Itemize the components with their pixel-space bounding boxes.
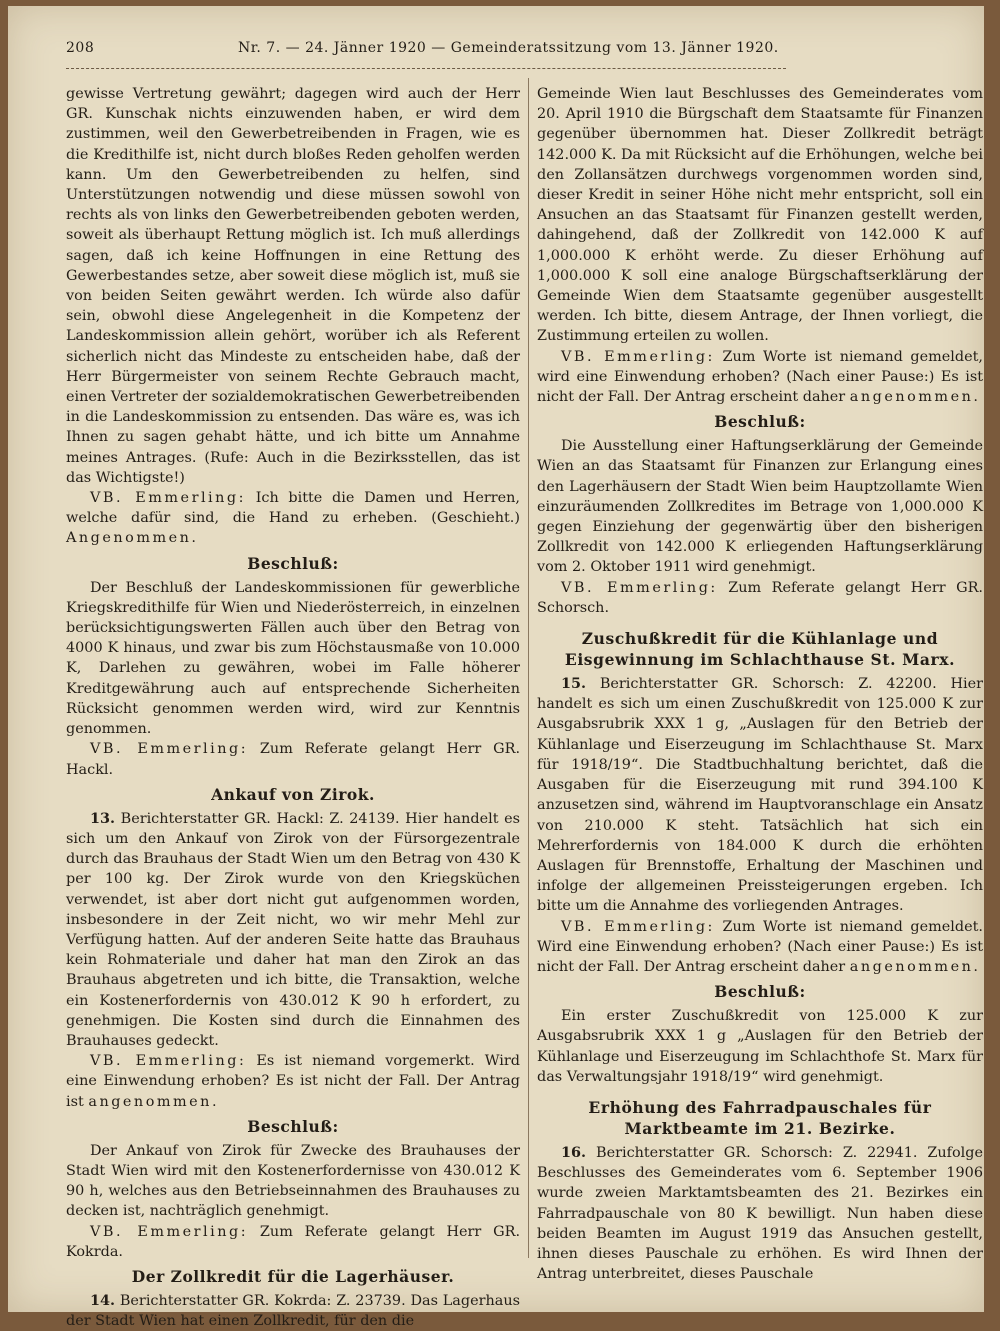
right-column [537, 84, 983, 1284]
section-heading: Beschluß: [247, 553, 339, 573]
item-number: 15. [561, 675, 587, 693]
paragraph [537, 1143, 983, 1284]
paragraph: gewisse Vertretung gewährt; dagegen wird auch der Herr GR. Kunschak nichts einzuwenden haben, er wird dem zustimmen, weil den Gewerbetreibenden in Fragen, wie es die Kredithilfe ist, nicht durch bloßes Reden geholfen werden kann. Um den Gewerbetreibenden zu helfen, sind Unterstützungen notwendig und diese müssen sowohl von rechts als von links den Gewerbetreibenden geboten werden, soweit als überhaupt Rettung möglich ist. Ich muß allerdings sagen, daß ich keine Hoffnungen in eine Rettung des Gewerbestandes setze, aber soweit diese möglich ist, muß sie von beiden Seiten gewährt werden. Ich würde also dafür sein, obwohl diese Angelegenheit in die Kompetenz der Landeskommission allein gehört, worüber ich als Referent sicherlich nicht das Mindeste zu entscheiden habe, daß der Herr Bürgermeister von seinem Rechte Gebrauch macht, einen Vertreter der sozialdemokratischen Gewerbetreibenden in die Landeskommission zu entsenden. Das wäre es, was ich Ihnen zu sagen gehabt hätte, und ich bitte um Annahme meines Antrages. (Rufe: Auch in die Bezirksstellen, das ist das Wichtigste!) [66, 86, 520, 486]
speech-text: Zum Referate gelangt Herr GR. Hackl. [66, 741, 521, 778]
paragraph [66, 1291, 520, 1331]
speech-text: Zum Referate gelangt Herr GR. Schorsch. [537, 579, 984, 616]
paragraph [537, 674, 983, 916]
paragraph [537, 917, 983, 978]
paragraph [66, 1222, 520, 1262]
speech-text: Zum Referate gelangt Herr GR. Kokrda. [66, 1223, 521, 1260]
paragraph: Der Beschluß der Landeskommissionen für gewerbliche Kriegskredithilfe für Wien und Niederösterreich, in einzelnen berücksichtigungswerten Fällen auch über den Betrag von 4000 K hinaus, und zwar bis zum Höchstausmaße von 10.000 K, Darlehen zu gewähren, wobei im Falle höherer Kreditgewährung auch auf entsprechende Sicherheiten Rücksicht genommen werden wird, wird zur Kenntnis genommen. [66, 579, 520, 738]
left-column [66, 84, 520, 1331]
paragraph [66, 1051, 520, 1112]
section-heading: Der Zollkredit für die Lagerhäuser. [131, 1266, 455, 1286]
result: Angenommen. [66, 530, 199, 547]
speech-text: Zum Worte ist niemand gemeldet, wird eine Einwendung erhoben? (Nach einer Pause:) Es ist nicht der Fall. Der Antrag erscheint daher [537, 348, 983, 406]
paragraph [537, 578, 983, 618]
item-number: 16. [561, 1143, 587, 1161]
item-number: 14. [90, 1291, 116, 1309]
section-heading: Beschluß: [714, 412, 806, 432]
item-number: 13. [90, 809, 116, 827]
speaker: VB. Emmerling: [90, 741, 249, 758]
section-heading: Zuschußkredit für die Kühlanlage und Eisgewinnung im Schlachthause St. Marx. [564, 629, 956, 670]
section-heading: Erhöhung des Fahrradpauschales für Marktbeamte im 21. Bezirke. [588, 1097, 932, 1138]
paragraph: Gemeinde Wien laut Beschlusses des Gemeinderates vom 20. April 1910 die Bürgschaft dem Staatsamte für Finanzen gegenüber übernommen hat. Dieser Zollkredit beträgt 142.000 K. Da mit Rücksicht auf die Erhöhungen, welche bei den Zollansätzen durchwegs vorgenommen worden sind, dieser Kredit in seiner Höhe nicht mehr entspricht, soll ein Ansuchen an das Staatsamt für Finanzen gestellt werden, dahingehend, daß der Zollkredit von 142.000 K auf 1,000.000 K erhöht werde. Zu dieser Erhöhung auf 1,000.000 K soll eine analoge Bürgschaftserklärung der Gemeinde Wien dem Staatsamte gegenüber ausgestellt werden. Ich bitte, diesem Antrage, der Ihnen vorliegt, die Zustimmung erteilen zu wollen. [537, 86, 983, 345]
result: angenommen. [88, 1093, 220, 1110]
paragraph: Der Ankauf von Zirok für Zwecke des Brauhauses der Stadt Wien wird mit den Kostenerfordernisse von 430.012 K 90 h, welches aus den Betriebseinnahmen des Brauhauses zu decken ist, nachträglich genehmigt. [66, 1142, 520, 1220]
running-title: Nr. 7. — 24. Jänner 1920 — Gemeinderatssitzung vom 13. Jänner 1920. [238, 40, 779, 56]
paragraph [537, 347, 983, 408]
speaker: VB. Emmerling: [561, 579, 718, 596]
section-heading: Beschluß: [714, 982, 806, 1002]
paragraph: Die Ausstellung einer Haftungserklärung der Gemeinde Wien an das Staatsamt für Finanzen zur Erlangung eines den Lagerhäusern der Stadt Wien beim Hauptzollamte Wien einzuräumenden Zollkredites im Betrage von 1,000.000 K gegen Einziehung der gegenwärtig über den bisherigen Zollkredit von 142.000 K erliegenden Haftungserklärung vom 2. Oktober 1911 wird genehmigt. [537, 438, 983, 576]
speaker: VB. Emmerling: [90, 490, 246, 507]
page-header [66, 40, 796, 60]
page-number: 208 [66, 40, 95, 56]
newspaper-page [8, 6, 984, 1330]
paragraph: Ein erster Zuschußkredit von 125.000 K zur Ausgabsrubrik XXX 1 g „Auslagen für den Betrieb der Kühlanlage und Eiserzeugung im Schlachthofe St. Marx für das Verwaltungsjahr 1918/19“ wird genehmigt. [537, 1008, 983, 1085]
paragraph [66, 488, 520, 549]
result: angenommen. [849, 389, 981, 406]
speech-text: Ich bitte die Damen und Herren, welche dafür sind, die Hand zu erheben. (Geschieht.) [66, 490, 520, 527]
speech-text: Es ist niemand vorgemerkt. Wird eine Einwendung erhoben? Es ist nicht der Fall. Der Antrag ist [66, 1053, 520, 1110]
speech-text: Berichterstatter GR. Kokrda: Z. 23739. Das Lagerhaus der Stadt Wien hat einen Zollkredit, für den die [66, 1292, 520, 1330]
paragraph [66, 809, 520, 1051]
speaker: VB. Emmerling: [90, 1223, 249, 1240]
section-heading: Ankauf von Zirok. [211, 784, 375, 804]
speech-text: Zum Worte ist niemand gemeldet. Wird eine Einwendung erhoben? (Nach einer Pause:) Es ist nicht der Fall. Der Antrag erscheint daher [537, 918, 983, 975]
result: angenommen. [849, 958, 981, 975]
section-heading: Beschluß: [247, 1116, 339, 1136]
speaker: VB. Emmerling: [561, 348, 715, 365]
speech-text: Berichterstatter GR. Hackl: Z. 24139. Hier handelt es sich um den Ankauf von Zirok von der Fürsorgezentrale durch das Brauhaus der Stadt Wien um den Betrag von 430 K per 100 kg. Der Zirok wurde von den Kriegsküchen verwendet, ist aber dort nicht gut aufgenommen worden, insbesondere in der Zeit nicht, wo wir mehr Mehl zur Verfügung hatten. Auf der anderen Seite hatte das Brauhaus kein Rohmateriale und daher hat man den Zirok an das Brauhaus abgetreten und ich bitte, die Transaktion, welche ein Kostenerfordernis von 430.012 K 90 h erfordert, zu genehmigen. Die Kosten sind durch die Einnahmen des Brauhauses gedeckt. [66, 810, 520, 1049]
column-divider [528, 78, 529, 1258]
speech-text: Berichterstatter GR. Schorsch: Z. 22941. Zufolge Beschlusses des Gemeinderates vom 6. September 1906 wurde zweien Marktamtsbeamten des 21. Bezirkes ein Fahrradpauschale von 80 K bewilligt. Nun haben diese beiden Beamten im August 1919 das Ansuchen gestellt, ihnen dieses Pauschale zu erhöhen. Es wird Ihnen der Antrag unterbreitet, dieses Pauschale [537, 1144, 983, 1283]
speaker: VB. Emmerling: [90, 1053, 247, 1070]
speech-text: Berichterstatter GR. Schorsch: Z. 42200. Hier handelt es sich um einen Zuschußkredit von 125.000 K zur Ausgabsrubrik XXX 1 g, „Auslagen für den Betrieb der Kühlanlage und Eiserzeugung im Schlachthause St. Marx für 1918/19“. Die Stadtbuchhaltung berichtet, daß die Ausgaben für die Eiserzeugung mit rund 394.100 K anzusetzen sind, während im Hauptvoranschlage ein Ansatz von 210.000 K steht. Tatsächlich hat sich ein Mehrerfordernis von 184.000 K durch die erhöhten Auslagen für Brennstoffe, Erhaltung der Maschinen und infolge der allgemeinen Preissteigerungen ergeben. Ich bitte um die Annahme des vorliegenden Antrages. [537, 676, 983, 915]
speaker: VB. Emmerling: [561, 918, 715, 935]
paragraph [66, 739, 520, 779]
header-rule [66, 68, 786, 69]
